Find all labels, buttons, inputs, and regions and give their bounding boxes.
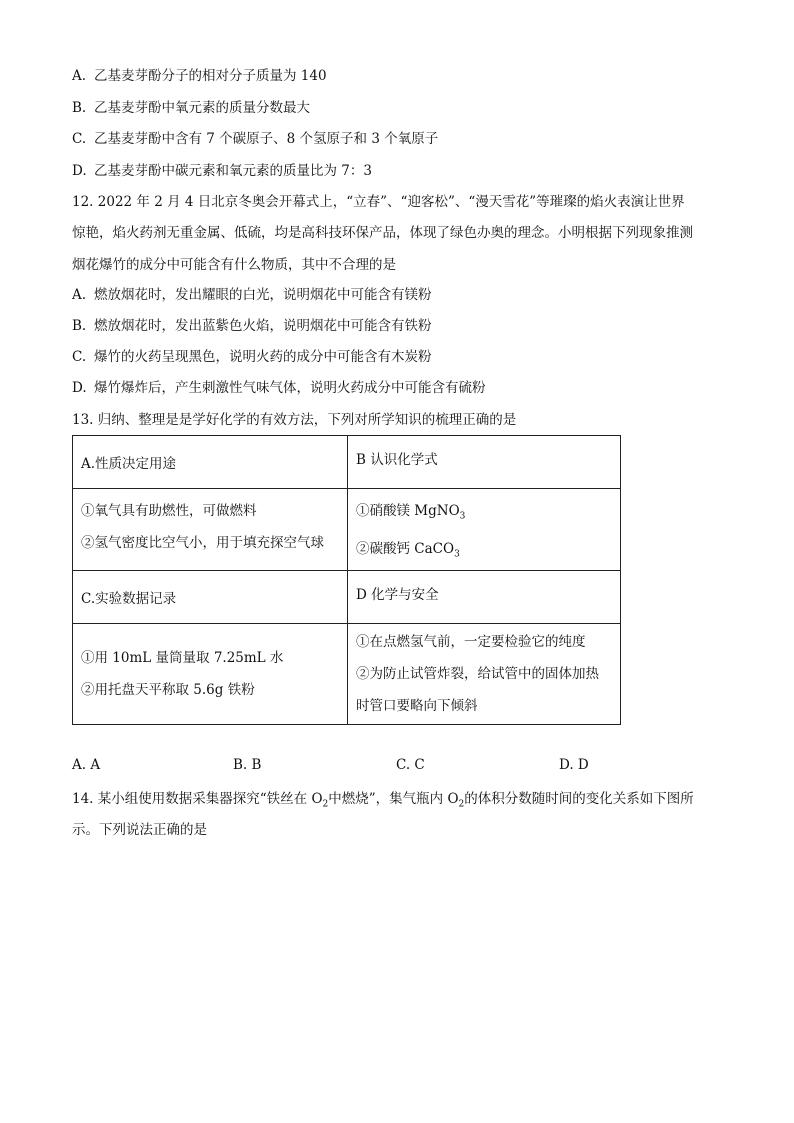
formula-text: ②碳酸钙 CaCO bbox=[356, 540, 455, 557]
option-letter: A. bbox=[72, 287, 87, 303]
stem-text: 14. 某小组使用数据采集器探究“铁丝在 O bbox=[72, 791, 323, 807]
cell-d-line-2: ②为防止试管炸裂，给试管中的固体加热 bbox=[356, 666, 599, 683]
cell-b-head bbox=[348, 436, 621, 489]
option-letter: D. bbox=[72, 163, 87, 179]
formula-text: ①硝酸镁 MgNO bbox=[356, 503, 460, 519]
formula-subscript: 2 bbox=[322, 799, 329, 810]
cell-b-line-2 bbox=[356, 533, 612, 571]
q12-stem-line-1: 12. 2022 年 2 月 4 日北京冬奥会开幕式上，“立春”、“迎客松”、“漫天雪花”等璀璨的焰火表演让世界 bbox=[72, 194, 685, 210]
q11-option-a bbox=[72, 67, 327, 85]
q12-option-a bbox=[72, 286, 432, 304]
choice-a: A. A bbox=[72, 757, 101, 773]
option-text: 燃放烟花时，发出耀眼的白光，说明烟花中可能含有镁粉 bbox=[94, 287, 432, 303]
option-letter: C. bbox=[72, 349, 87, 365]
option-text: 乙基麦芽酚中碳元素和氧元素的质量比为 7：3 bbox=[94, 163, 372, 179]
cell-a-head bbox=[73, 436, 348, 489]
choice-b: B. B bbox=[233, 757, 262, 773]
option-text: 爆竹的火药呈现黑色，说明火药的成分中可能含有木炭粉 bbox=[94, 349, 432, 365]
cell-b-line-1 bbox=[356, 495, 612, 533]
stem-text: 中燃烧”，集气瓶内 O bbox=[328, 791, 459, 807]
cell-c-body bbox=[73, 624, 348, 725]
option-letter: A. bbox=[72, 68, 87, 84]
cell-c-head bbox=[73, 571, 348, 624]
option-text: 燃放烟花时，发出蓝紫色火焰，说明烟花中可能含有铁粉 bbox=[94, 318, 432, 334]
option-text: 乙基麦芽酚中氧元素的质量分数最大 bbox=[94, 100, 310, 116]
cell-a-head-text: A.性质决定用途 bbox=[81, 456, 177, 472]
option-letter: B. bbox=[72, 100, 87, 116]
q12-option-b bbox=[72, 317, 432, 335]
cell-c-line-1: ①用 10mL 量筒量取 7.25mL 水 bbox=[81, 650, 284, 667]
q13-stem: 13. 归纳、整理是是学好化学的有效方法，下列对所学知识的梳理正确的是 bbox=[72, 412, 517, 428]
formula-subscript: 2 bbox=[458, 799, 465, 810]
option-text: 爆竹爆炸后，产生刺激性气味气体，说明火药成分中可能含有硫粉 bbox=[94, 380, 486, 396]
cell-b-body bbox=[348, 489, 621, 571]
q11-option-c bbox=[72, 130, 438, 148]
cell-a-line-1: ①氧气具有助燃性，可做燃料 bbox=[81, 503, 257, 519]
cell-c-head-text: C.实验数据记录 bbox=[81, 591, 177, 608]
q14-stem-line-2: 示。下列说法正确的是 bbox=[72, 822, 207, 838]
choice-c: C. C bbox=[396, 757, 425, 773]
stem-text: 的体积分数随时间的变化关系如下图所 bbox=[464, 791, 694, 807]
cell-a-body bbox=[73, 489, 348, 571]
q12-option-d bbox=[72, 379, 486, 397]
q12-stem-line-3: 烟花爆竹的成分中可能含有什么物质，其中不合理的是 bbox=[72, 257, 396, 273]
cell-d-head bbox=[348, 571, 621, 624]
option-text: 乙基麦芽酚中含有 7 个碳原子、8 个氢原子和 3 个氧原子 bbox=[94, 131, 439, 147]
q13-table bbox=[72, 435, 621, 725]
cell-b-head-text: B 认识化学式 bbox=[356, 452, 438, 468]
formula-subscript: 3 bbox=[459, 511, 466, 522]
q14-stem-line-1 bbox=[72, 790, 694, 814]
option-text: 乙基麦芽酚分子的相对分子质量为 140 bbox=[94, 68, 327, 84]
q11-option-d bbox=[72, 162, 372, 180]
cell-d-body bbox=[348, 624, 621, 725]
cell-c-line-2: ②用托盘天平称取 5.6g 铁粉 bbox=[81, 682, 255, 699]
q12-option-c bbox=[72, 348, 432, 366]
q11-option-b bbox=[72, 99, 310, 117]
option-letter: D. bbox=[72, 380, 87, 396]
cell-d-line-3: 时管口要略向下倾斜 bbox=[356, 698, 478, 715]
formula-subscript: 3 bbox=[454, 549, 460, 560]
q12-stem-line-2: 惊艳，焰火药剂无重金属、低硫，均是高科技环保产品，体现了绿色办奥的理念。小明根据下列现象推测 bbox=[72, 225, 693, 241]
option-letter: C. bbox=[72, 131, 87, 147]
cell-a-line-2: ②氢气密度比空气小，用于填充探空气球 bbox=[81, 535, 324, 551]
cell-d-head-text: D 化学与安全 bbox=[356, 587, 439, 604]
option-letter: B. bbox=[72, 318, 87, 334]
choice-d: D. D bbox=[559, 757, 589, 773]
cell-d-line-1: ①在点燃氢气前，一定要检验它的纯度 bbox=[356, 634, 586, 651]
